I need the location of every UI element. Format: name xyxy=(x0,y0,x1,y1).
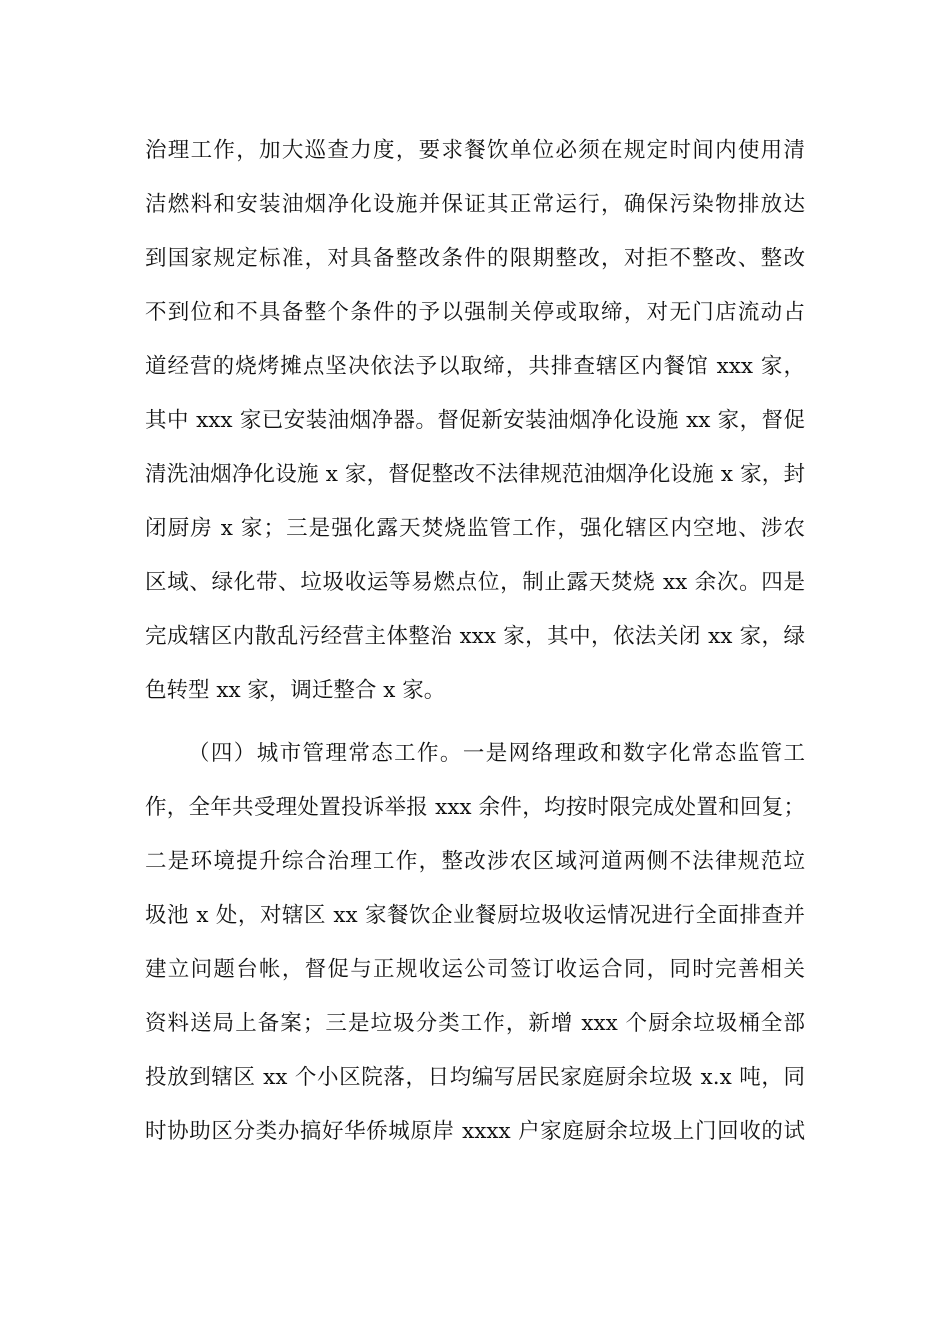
text-line: 时协助区分类办搞好华侨城原岸 xxxx 户家庭厨余垃圾上门回收的试 xyxy=(145,1119,805,1144)
paragraph-2 xyxy=(145,727,805,1159)
text-line: 作，全年共受理处置投诉举报 xxx 余件，均按时限完成处置和回复； xyxy=(145,795,805,820)
paragraph-1 xyxy=(145,124,805,718)
text-line: 治理工作，加大巡查力度，要求餐饮单位必须在规定时间内使用清 xyxy=(145,138,805,163)
text-line: 闭厨房 x 家；三是强化露天焚烧监管工作，强化辖区内空地、涉农 xyxy=(145,516,805,541)
text-line: 色转型 xx 家，调迁整合 x 家。 xyxy=(145,678,446,703)
text-line: 投放到辖区 xx 个小区院落，日均编写居民家庭厨余垃圾 x.x 吨，同 xyxy=(145,1065,805,1090)
text-line: （四）城市管理常态工作。一是网络理政和数字化常态监管工 xyxy=(188,741,805,766)
text-line: 资料送局上备案；三是垃圾分类工作，新增 xxx 个厨余垃圾桶全部 xyxy=(145,1011,805,1036)
text-line: 完成辖区内散乱污经营主体整治 xxx 家，其中，依法关闭 xx 家，绿 xyxy=(145,624,805,649)
text-line: 清洗油烟净化设施 x 家，督促整改不法律规范油烟净化设施 x 家，封 xyxy=(145,462,805,487)
text-line: 不到位和不具备整个条件的予以强制关停或取缔，对无门店流动占 xyxy=(145,300,805,325)
text-line: 建立问题台帐，督促与正规收运公司签订收运合同，同时完善相关 xyxy=(145,957,805,982)
text-line: 区域、绿化带、垃圾收运等易燃点位，制止露天焚烧 xx 余次。四是 xyxy=(145,570,805,595)
text-line: 圾池 x 处，对辖区 xx 家餐饮企业餐厨垃圾收运情况进行全面排查并 xyxy=(145,903,805,928)
text-line: 其中 xxx 家已安装油烟净器。督促新安装油烟净化设施 xx 家，督促 xyxy=(145,408,805,433)
text-line: 到国家规定标准，对具备整改条件的限期整改，对拒不整改、整改 xyxy=(145,246,805,271)
text-line: 洁燃料和安装油烟净化设施并保证其正常运行，确保污染物排放达 xyxy=(145,192,805,217)
text-line: 二是环境提升综合治理工作，整改涉农区域河道两侧不法律规范垃 xyxy=(145,849,805,874)
text-line: 道经营的烧烤摊点坚决依法予以取缔，共排查辖区内餐馆 xxx 家， xyxy=(145,354,805,379)
